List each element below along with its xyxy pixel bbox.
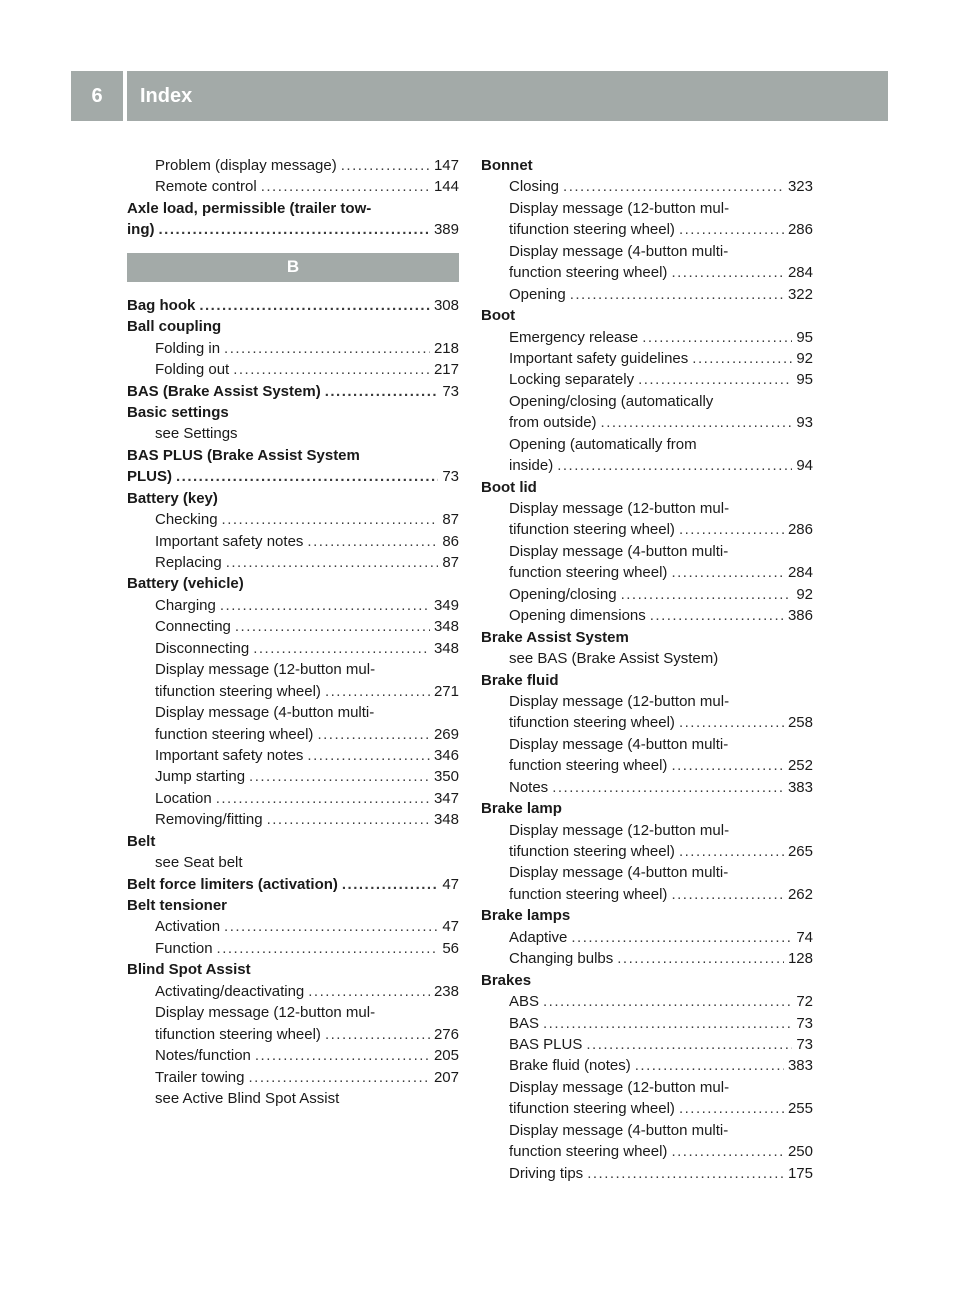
index-subentry-line: Opening/closing (automatically (509, 392, 714, 410)
index-subentry[interactable]: Notes/function ..... 205 (127, 1045, 459, 1066)
index-entry[interactable]: Bag hook ..... 308 (127, 295, 459, 316)
index-column-left (127, 155, 459, 1109)
index-subentry[interactable]: Notes ..... 383 (481, 777, 813, 798)
index-entry[interactable]: ing) ..... 389 (127, 219, 459, 240)
index-subentry[interactable]: Removing/fitting ..... 348 (127, 809, 459, 830)
index-heading: BAS PLUS (Brake Assist System (127, 446, 360, 464)
index-subentry[interactable]: tifunction steering wheel) ..... 258 (481, 712, 813, 733)
index-subentry[interactable]: Activating/deactivating ..... 238 (127, 981, 459, 1002)
index-entry[interactable]: PLUS) ..... 73 (127, 466, 459, 487)
index-subentry[interactable]: Important safety notes ..... 86 (127, 531, 459, 552)
index-subentry[interactable]: function steering wheel) ..... 284 (481, 562, 813, 583)
header-bar (71, 71, 888, 121)
index-subentry[interactable]: Changing bulbs ..... 128 (481, 948, 813, 969)
index-subentry[interactable]: BAS ..... 73 (481, 1013, 813, 1034)
index-subentry[interactable]: tifunction steering wheel) ..... 255 (481, 1098, 813, 1119)
index-subentry[interactable]: Disconnecting ..... 348 (127, 638, 459, 659)
index-subentry-line: Display message (4-button multi- (155, 704, 375, 722)
index-subentry[interactable]: tifunction steering wheel) ..... 276 (127, 1024, 459, 1045)
index-subentry-line: Display message (4-button multi- (509, 542, 729, 560)
index-subentry[interactable]: Opening/closing ..... 92 (481, 584, 813, 605)
section-title: Index (140, 85, 193, 107)
index-see-reference[interactable]: see Settings (155, 425, 238, 443)
index-heading: Brake Assist System (481, 628, 629, 646)
index-subentry-line: Display message (4-button multi- (509, 735, 729, 753)
index-subentry[interactable]: Locking separately ..... 95 (481, 369, 813, 390)
index-subentry-line: Display message (4-button multi- (509, 242, 729, 260)
index-subentry-line: Display message (4-button multi- (509, 864, 729, 882)
index-subentry[interactable]: Charging ..... 349 (127, 595, 459, 616)
index-subentry[interactable]: Driving tips ..... 175 (481, 1163, 813, 1184)
index-subentry[interactable]: ABS ..... 72 (481, 991, 813, 1012)
index-subentry[interactable]: Opening dimensions ..... 386 (481, 605, 813, 626)
index-subentry[interactable]: Brake fluid (notes) ..... 383 (481, 1055, 813, 1076)
index-heading: Belt tensioner (127, 897, 228, 914)
index-subentry[interactable]: Jump starting ..... 350 (127, 766, 459, 787)
letter-section-bar: B (127, 253, 459, 282)
index-subentry-line: Opening (automatically from (509, 435, 697, 453)
index-subentry[interactable]: Activation ..... 47 (127, 916, 459, 937)
index-heading: Blind Spot Assist (127, 961, 251, 979)
index-subentry[interactable]: tifunction steering wheel) ..... 271 (127, 681, 459, 702)
index-subentry[interactable]: inside) ..... 94 (481, 455, 813, 476)
index-subentry[interactable]: Folding in ..... 218 (127, 338, 459, 359)
index-heading: Belt (127, 832, 156, 850)
index-subentry[interactable]: Folding out ..... 217 (127, 359, 459, 380)
index-see-reference[interactable]: see Seat belt (155, 854, 243, 872)
index-subentry[interactable]: Emergency release ..... 95 (481, 327, 813, 348)
index-heading: Brake lamp (481, 800, 562, 818)
index-subentry[interactable]: function steering wheel) ..... 250 (481, 1141, 813, 1162)
index-heading: Bonnet (481, 157, 533, 174)
index-subentry[interactable]: BAS PLUS ..... 73 (481, 1034, 813, 1055)
index-subentry[interactable]: Important safety notes ..... 346 (127, 745, 459, 766)
index-subentry[interactable]: Remote control ..... 144 (127, 176, 459, 197)
index-subentry-line: Display message (4-button multi- (509, 1121, 729, 1139)
index-subentry-line: Display message (12-button mul- (509, 500, 730, 517)
index-subentry[interactable]: Location ..... 347 (127, 788, 459, 809)
index-subentry-line: Display message (12-button mul- (509, 821, 730, 839)
index-subentry[interactable]: tifunction steering wheel) ..... 286 (481, 219, 813, 240)
index-subentry[interactable]: tifunction steering wheel) ..... 286 (481, 519, 813, 540)
index-subentry-line: Display message (12-button mul- (155, 661, 376, 679)
index-entry[interactable]: Belt force limiters (activation) ..... 47 (127, 874, 459, 895)
index-heading: Basic settings (127, 403, 229, 421)
index-heading: Brake lamps (481, 907, 571, 925)
index-subentry[interactable]: Problem (display message) ..... 147 (127, 155, 459, 176)
index-subentry[interactable]: from outside) ..... 93 (481, 412, 813, 433)
index-heading: Brakes (481, 971, 532, 989)
index-subentry[interactable]: Opening ..... 322 (481, 284, 813, 305)
index-heading: Battery (key) (127, 489, 218, 507)
index-subentry[interactable]: Closing ..... 323 (481, 176, 813, 197)
index-subentry[interactable]: function steering wheel) ..... 269 (127, 724, 459, 745)
index-subentry[interactable]: Connecting ..... 348 (127, 616, 459, 637)
index-subentry-line: Display message (12-button mul- (509, 1078, 730, 1096)
index-subentry[interactable]: Function ..... 56 (127, 938, 459, 959)
index-heading: Ball coupling (127, 318, 222, 336)
index-subentry-line: Display message (12-button mul- (509, 692, 730, 710)
index-heading: Axle load, permissible (trailer tow- (127, 199, 372, 217)
index-entry[interactable]: BAS (Brake Assist System) ..... 73 (127, 381, 459, 402)
header-divider (123, 71, 127, 121)
index-subentry[interactable]: Trailer towing ..... 207 (127, 1067, 459, 1088)
index-subentry[interactable]: Important safety guidelines ..... 92 (481, 348, 813, 369)
page-number: 6 (91, 84, 103, 107)
index-subentry[interactable]: function steering wheel) ..... 262 (481, 884, 813, 905)
index-subentry[interactable]: Checking ..... 87 (127, 509, 459, 530)
index-subentry[interactable]: Replacing ..... 87 (127, 552, 459, 573)
index-subentry-line: Display message (12-button mul- (155, 1004, 376, 1022)
index-heading: Brake fluid (481, 671, 559, 689)
index-subentry-line: Display message (12-button mul- (509, 199, 730, 217)
index-subentry[interactable]: Adaptive ..... 74 (481, 927, 813, 948)
index-subentry[interactable]: tifunction steering wheel) ..... 265 (481, 841, 813, 862)
index-see-reference[interactable]: see BAS (Brake Assist System) (509, 650, 719, 668)
index-heading: Battery (vehicle) (127, 575, 244, 593)
index-subentry[interactable]: function steering wheel) ..... 284 (481, 262, 813, 283)
index-column-right (481, 155, 813, 1184)
index-subentry[interactable]: function steering wheel) ..... 252 (481, 755, 813, 776)
index-heading: Boot (481, 307, 516, 325)
index-see-reference[interactable]: see Active Blind Spot Assist (155, 1089, 340, 1107)
index-heading: Boot lid (481, 478, 537, 496)
